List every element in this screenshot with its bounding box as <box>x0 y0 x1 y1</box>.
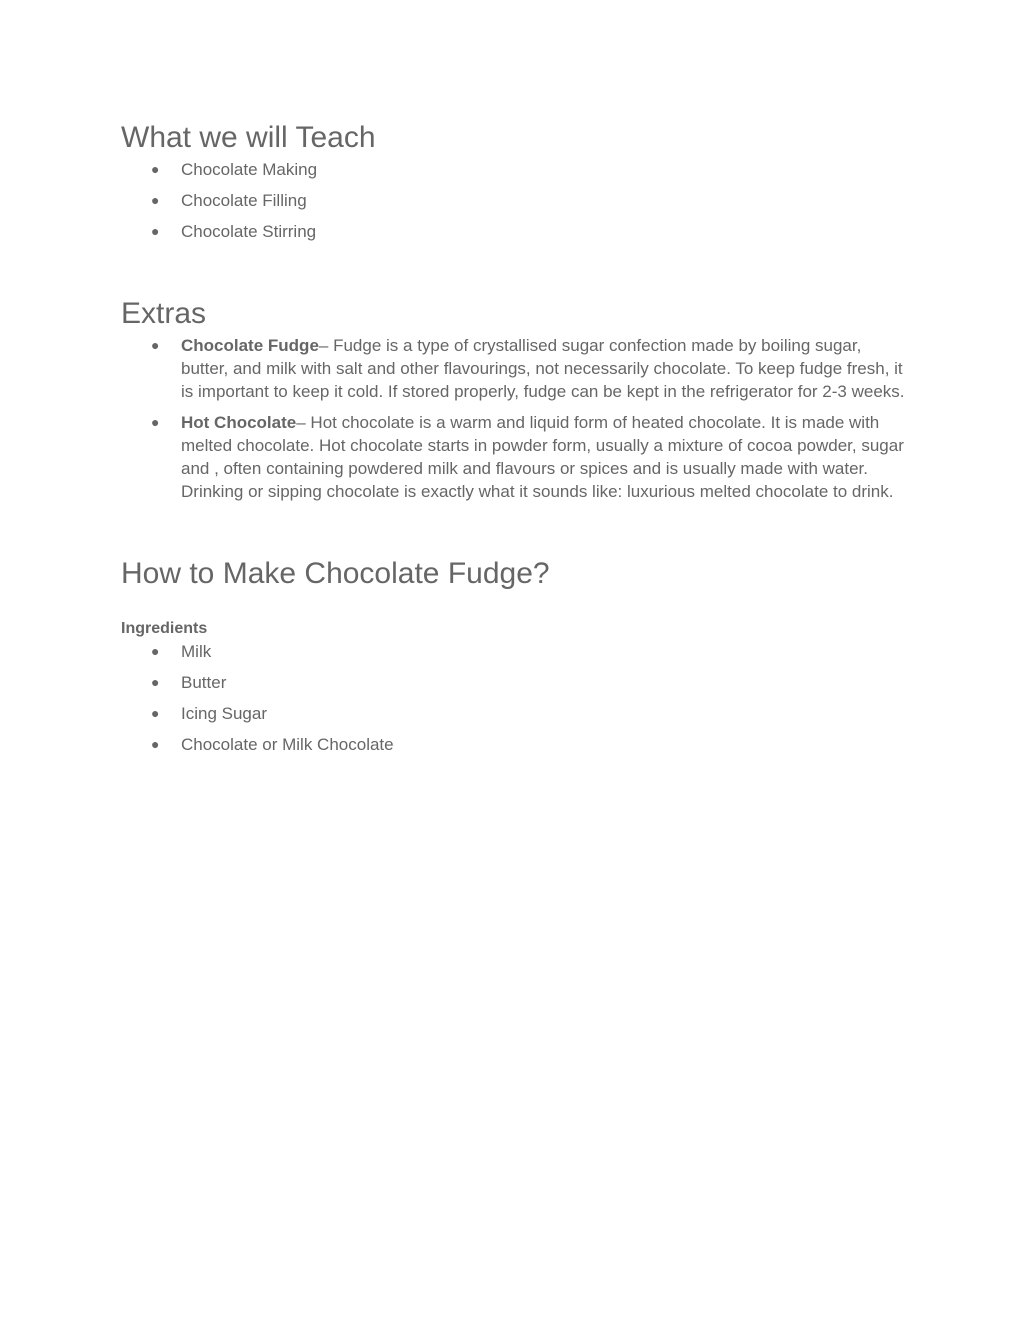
bullet-icon: ● <box>151 192 160 208</box>
section-heading-teach: What we will Teach <box>121 121 376 154</box>
extras-list <box>121 334 906 503</box>
list-item <box>121 334 906 403</box>
extra-term: Chocolate Fudge <box>181 336 319 355</box>
list-item-text: Chocolate Stirring <box>181 222 317 241</box>
list-item <box>121 220 906 243</box>
section-heading-extras: Extras <box>121 297 207 330</box>
extra-term: Hot Chocolate <box>181 413 297 432</box>
bullet-icon: ● <box>151 414 160 430</box>
list-item-text: Chocolate Making <box>181 160 318 179</box>
bullet-icon: ● <box>151 223 160 239</box>
list-item-text: Icing Sugar <box>181 704 267 723</box>
bullet-icon: ● <box>151 643 160 659</box>
list-item <box>121 702 906 725</box>
bullet-icon: ● <box>151 161 160 177</box>
document-content <box>121 118 906 764</box>
list-item-text: Butter <box>181 673 227 692</box>
bullet-icon: ● <box>151 674 160 690</box>
list-item <box>121 671 906 694</box>
list-item <box>121 733 906 756</box>
list-item <box>121 411 906 503</box>
list-item-text: Chocolate Filling <box>181 191 307 210</box>
list-item <box>121 640 906 663</box>
bullet-icon: ● <box>151 736 160 752</box>
bullet-icon: ● <box>151 705 160 721</box>
list-item <box>121 158 906 181</box>
extra-description: – Hot chocolate is a warm and liquid form of heated chocolate. It is made with melted chocolate. Hot chocolate starts in powder form, usually a mixture of cocoa powder, sugar and , often containing powdered milk and flavours or spices and is usually made with water. Drinking or sipping chocolate is exactly what it sounds like: luxurious melted chocolate to drink. <box>181 413 904 501</box>
teach-list <box>121 158 906 243</box>
list-item-text: Milk <box>181 642 212 661</box>
bullet-icon: ● <box>151 337 160 353</box>
extra-description: – Fudge is a type of crystallised sugar confection made by boiling sugar, butter, and milk with salt and other flavourings, not necessarily chocolate. To keep fudge fresh, it is important to keep it cold. If stored properly, fudge can be kept in the refrigerator for 2-3 weeks. <box>181 336 905 401</box>
list-item-text: Chocolate or Milk Chocolate <box>181 735 394 754</box>
list-item <box>121 189 906 212</box>
section-heading-fudge: How to Make Chocolate Fudge? <box>121 557 550 590</box>
ingredients-list <box>121 640 906 756</box>
ingredients-subheading: Ingredients <box>121 620 208 637</box>
